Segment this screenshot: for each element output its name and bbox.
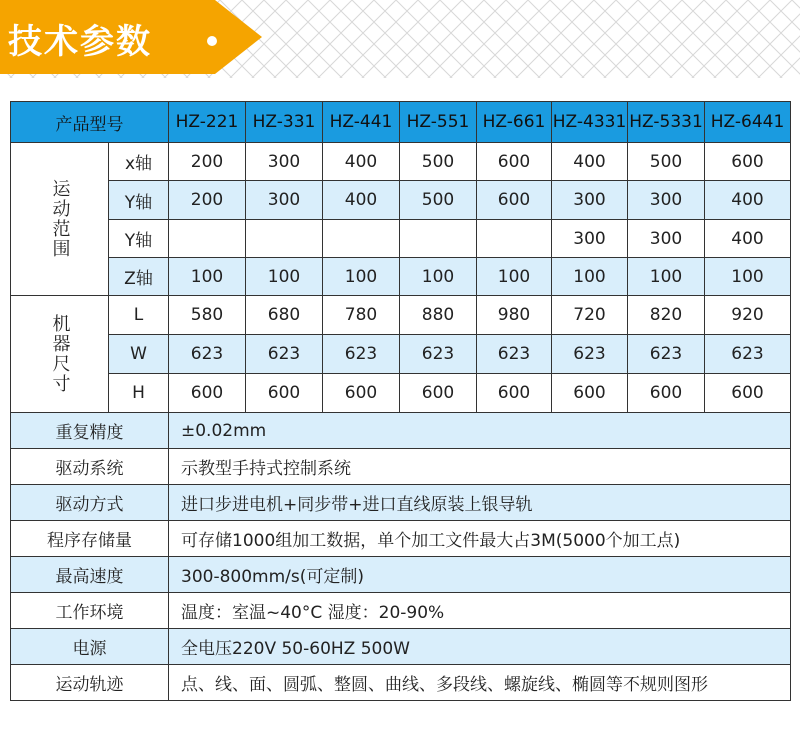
spec-label: 电源: [11, 629, 169, 665]
value-cell: 200: [169, 181, 246, 220]
value-cell: 623: [400, 335, 477, 374]
value-cell: 400: [552, 143, 628, 181]
spec-row: [11, 593, 791, 629]
section-banner: [0, 0, 800, 78]
value-cell: 880: [400, 296, 477, 335]
value-cell: [246, 220, 323, 258]
value-cell: [477, 220, 552, 258]
value-cell: 400: [323, 143, 400, 181]
value-cell: 600: [323, 374, 400, 413]
spec-row: [11, 449, 791, 485]
motion-row: [11, 220, 791, 258]
value-cell: 100: [628, 258, 705, 296]
dimension-label: H: [109, 374, 169, 413]
model-header-cell: HZ-221: [169, 102, 246, 143]
value-cell: 300: [552, 220, 628, 258]
value-cell: 600: [246, 374, 323, 413]
value-cell: 300: [552, 181, 628, 220]
spec-value: 全电压220V 50-60HZ 500W: [169, 629, 791, 665]
spec-value: 进口步进电机+同步带+进口直线原装上银导轨: [169, 485, 791, 521]
spec-row: [11, 485, 791, 521]
value-cell: [400, 220, 477, 258]
value-cell: [323, 220, 400, 258]
axis-label: Y轴: [109, 220, 169, 258]
value-cell: 100: [246, 258, 323, 296]
size-group-text: 机器尺寸: [49, 314, 71, 394]
value-cell: 500: [400, 181, 477, 220]
value-cell: 920: [705, 296, 791, 335]
model-header-cell: HZ-331: [246, 102, 323, 143]
value-cell: 400: [705, 220, 791, 258]
value-cell: 100: [169, 258, 246, 296]
spec-label: 程序存储量: [11, 521, 169, 557]
value-cell: 100: [705, 258, 791, 296]
model-header-cell: HZ-551: [400, 102, 477, 143]
banner-title: 技术参数: [8, 22, 152, 62]
header-label: 产品型号: [11, 102, 169, 143]
value-cell: 500: [400, 143, 477, 181]
value-cell: 300: [628, 181, 705, 220]
spec-table: [10, 101, 791, 701]
spec-label: 驱动方式: [11, 485, 169, 521]
dimension-label: L: [109, 296, 169, 335]
value-cell: [169, 220, 246, 258]
model-header-cell: HZ-661: [477, 102, 552, 143]
value-cell: 500: [628, 143, 705, 181]
value-cell: 100: [323, 258, 400, 296]
spec-value: 点、线、面、圆弧、整圆、曲线、多段线、螺旋线、椭圆等不规则图形: [169, 665, 791, 701]
spec-row: [11, 629, 791, 665]
value-cell: 623: [323, 335, 400, 374]
value-cell: 300: [246, 143, 323, 181]
value-cell: 600: [477, 181, 552, 220]
model-header-cell: HZ-4331: [552, 102, 628, 143]
motion-row: [11, 143, 791, 181]
value-cell: 600: [400, 374, 477, 413]
motion-row: [11, 181, 791, 220]
value-cell: 100: [552, 258, 628, 296]
model-header-cell: HZ-6441: [705, 102, 791, 143]
model-header-cell: HZ-5331: [628, 102, 705, 143]
value-cell: 600: [477, 143, 552, 181]
value-cell: 820: [628, 296, 705, 335]
value-cell: 400: [323, 181, 400, 220]
value-cell: 400: [705, 181, 791, 220]
value-cell: 720: [552, 296, 628, 335]
value-cell: 623: [628, 335, 705, 374]
spec-row: [11, 413, 791, 449]
spec-value: ±0.02mm: [169, 413, 791, 449]
size-row: [11, 296, 791, 335]
value-cell: 623: [705, 335, 791, 374]
bullet-dot-icon: [207, 36, 217, 46]
spec-label: 最高速度: [11, 557, 169, 593]
size-group-label: [11, 296, 109, 413]
value-cell: 623: [552, 335, 628, 374]
value-cell: 600: [169, 374, 246, 413]
size-row: [11, 335, 791, 374]
value-cell: 600: [705, 374, 791, 413]
value-cell: 100: [477, 258, 552, 296]
spec-value: 温度：室温~40°C 湿度：20-90%: [169, 593, 791, 629]
value-cell: 300: [628, 220, 705, 258]
spec-label: 工作环境: [11, 593, 169, 629]
value-cell: 100: [400, 258, 477, 296]
spec-row: [11, 557, 791, 593]
spec-row: [11, 521, 791, 557]
value-cell: 600: [705, 143, 791, 181]
value-cell: 600: [552, 374, 628, 413]
value-cell: 600: [628, 374, 705, 413]
value-cell: 200: [169, 143, 246, 181]
axis-label: Z轴: [109, 258, 169, 296]
value-cell: 623: [246, 335, 323, 374]
value-cell: 600: [477, 374, 552, 413]
value-cell: 680: [246, 296, 323, 335]
dimension-label: W: [109, 335, 169, 374]
motion-group-text: 运动范围: [49, 179, 71, 259]
spec-label: 运动轨迹: [11, 665, 169, 701]
value-cell: 623: [169, 335, 246, 374]
spec-label: 驱动系统: [11, 449, 169, 485]
spec-value: 300-800mm/s(可定制): [169, 557, 791, 593]
spec-label: 重复精度: [11, 413, 169, 449]
spec-value: 可存储1000组加工数据，单个加工文件最大占3M(5000个加工点): [169, 521, 791, 557]
value-cell: 623: [477, 335, 552, 374]
axis-label: x轴: [109, 143, 169, 181]
value-cell: 300: [246, 181, 323, 220]
value-cell: 980: [477, 296, 552, 335]
model-header-cell: HZ-441: [323, 102, 400, 143]
motion-row: [11, 258, 791, 296]
axis-label: Y轴: [109, 181, 169, 220]
motion-group-label: [11, 143, 109, 296]
size-row: [11, 374, 791, 413]
value-cell: 780: [323, 296, 400, 335]
spec-row: [11, 665, 791, 701]
value-cell: 580: [169, 296, 246, 335]
spec-value: 示教型手持式控制系统: [169, 449, 791, 485]
header-row: [11, 102, 791, 143]
